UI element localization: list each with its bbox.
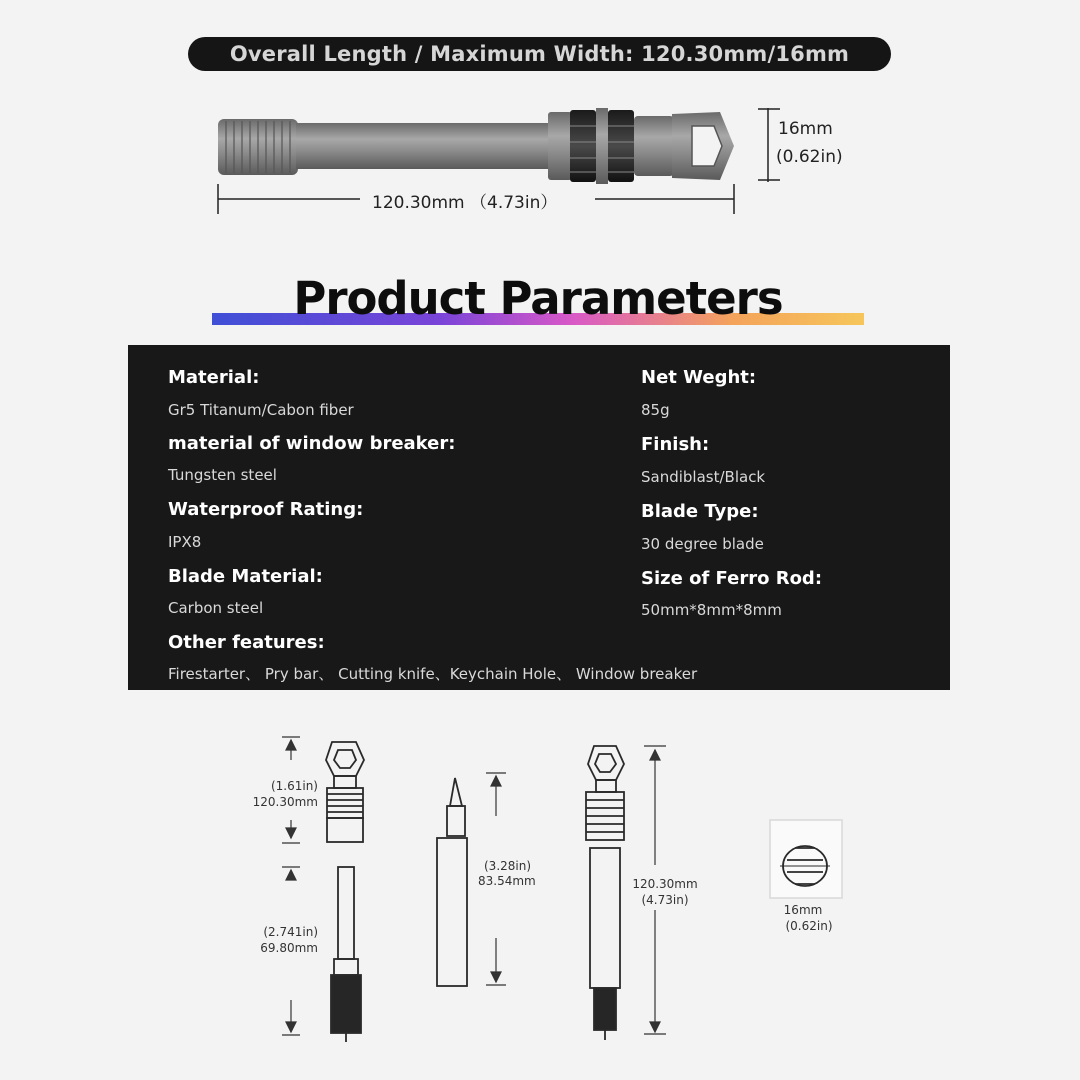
cap-mm-label: 120.30mm — [252, 795, 318, 809]
param-label-finish: Finish: — [641, 434, 710, 455]
ferro-rod-part — [331, 867, 361, 1042]
end-view — [770, 820, 842, 898]
param-value-other-features: Firestarter、 Pry bar、 Cutting knife、Keychain Hole、 Window breaker — [168, 665, 698, 683]
param-value-finish: Sandiblast/Black — [641, 468, 766, 486]
end-mm-label: 16mm — [783, 903, 823, 917]
param-value-ferro-rod: 50mm*8mm*8mm — [641, 601, 782, 619]
param-label-ferro-rod: Size of Ferro Rod: — [641, 568, 823, 589]
knife-in-label: (3.28in) — [484, 859, 532, 873]
page-title: Product Parameters — [293, 272, 783, 325]
rod-in-label: (2.741in) — [263, 925, 318, 939]
param-value-net-weight: 85g — [641, 401, 670, 419]
assembled-part — [586, 746, 624, 1040]
param-value-material: Gr5 Titanum/Cabon fiber — [168, 401, 354, 419]
full-mm-label: 120.30mm — [632, 877, 698, 891]
full-in-label: (4.73in) — [641, 893, 689, 907]
param-value-waterproof: IPX8 — [168, 533, 202, 551]
end-in-label: (0.62in) — [785, 919, 833, 933]
param-label-other-features: Other features: — [168, 632, 325, 653]
overall-dimension-banner: Overall Length / Maximum Width: 120.30mm/16mm — [188, 37, 891, 71]
width-mm-label: 16mm — [778, 119, 833, 139]
knife-part — [437, 778, 467, 986]
param-value-window-breaker: Tungsten steel — [168, 466, 277, 484]
overall-length-label: 120.30mm （4.73in） — [372, 193, 558, 213]
param-label-blade-type: Blade Type: — [641, 501, 759, 522]
rod-mm-label: 69.80mm — [260, 941, 318, 955]
width-in-label: (0.62in) — [776, 147, 843, 167]
param-label-net-weight: Net Weght: — [641, 367, 757, 388]
param-label-material: Material: — [168, 367, 260, 388]
cap-in-label: (1.61in) — [270, 779, 318, 793]
param-label-window-breaker: material of window breaker: — [168, 433, 456, 454]
param-value-blade-type: 30 degree blade — [641, 535, 764, 553]
param-label-waterproof: Waterproof Rating: — [168, 499, 364, 520]
cap-part — [326, 742, 364, 842]
param-label-blade-material: Blade Material: — [168, 566, 323, 587]
knife-mm-label: 83.54mm — [478, 874, 536, 888]
param-value-blade-material: Carbon steel — [168, 599, 264, 617]
